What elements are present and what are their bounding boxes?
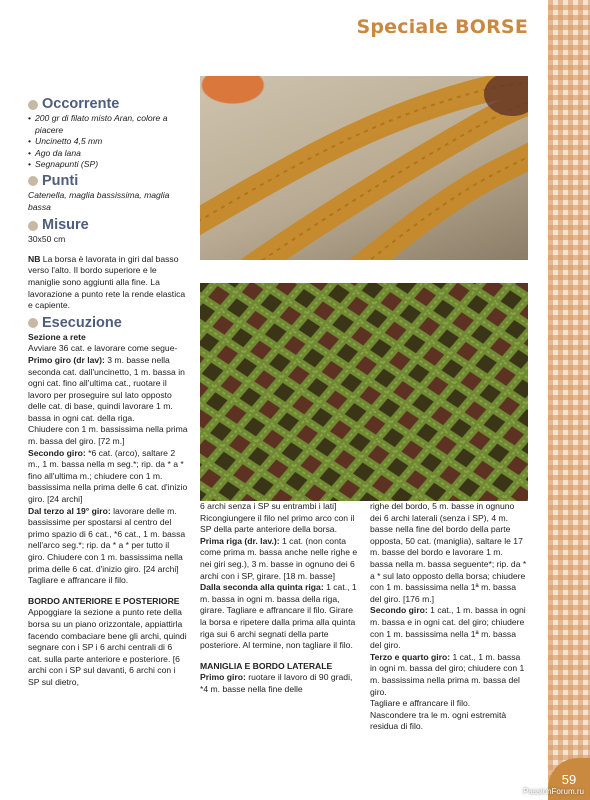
photo-net-stitch xyxy=(200,283,528,501)
section-heading: MANIGLIA E BORDO LATERALE xyxy=(200,660,333,671)
sidebar-info xyxy=(28,96,188,689)
paragraph: Appoggiare la sezione a punto rete della borsa su un piano orizzontale, appiattirla facendo combaciare bene gli archi, quindi segnare con i SP i 6 archi centrali di 6 cat. sulla parte anteriore e posteriore. [6 archi con i SP sul davanti, 6 archi con i SP sul dietro, xyxy=(28,607,187,687)
photo-crochet-chain xyxy=(200,76,528,260)
paragraph: Primo giro: ruotare il lavoro di 90 gradi, *4 m. basse nella fine delle xyxy=(200,672,353,694)
paragraph: Chiudere con 1 m. bassissima nella prima m. bassa del giro. [72 m.] xyxy=(28,424,188,447)
paragraph: Primo giro (dr lav): 3 m. basse nella seconda cat. dall'uncinetto, 1 m. bassa in ogni cat. fino all'ultima cat., ruotare il lavoro per proseguire sul lato opposto delle cat. di base, quindi lavorare 1 m. bassa in ogni cat. della riga. xyxy=(28,354,185,423)
esecuzione-col2 xyxy=(200,501,360,696)
paragraph: Secondo giro: *6 cat. (arco), saltare 2 m., 1 m. bassa nella m seg.*; rip. da * a * fino all'ultima m.; chiudere con 1 m. bassissima nella prima delle 6 cat. d'inizio giro. [24 archi] xyxy=(28,447,188,505)
bullet-dot-icon xyxy=(28,221,38,231)
misure-heading: Misure xyxy=(28,217,188,234)
bullet-dot-icon xyxy=(28,318,38,328)
paragraph: Dalla seconda alla quinta riga: 1 cat., 1 m. bassa in ogni m. bassa della riga, girare. Tagliare e affrancare il filo. Girare la borsa e ripetere dalla prima alla quinta riga sui 6 archi segnati della parte posteriore. Al termine, non tagliare il filo. xyxy=(200,582,357,651)
paragraph: Tagliare e affrancare il filo. xyxy=(370,698,471,709)
list-item: • Ago da lana xyxy=(28,148,188,160)
occorrente-heading: Occorrente xyxy=(28,96,188,113)
paragraph: Secondo giro: 1 cat., 1 m. bassa in ogni m. bassa e in ogni cat. del giro; chiudere con 1 m. bassissima nella 1ª m. bassa del giro. xyxy=(370,605,526,651)
paragraph: Avviare 36 cat. e lavorare come segue- xyxy=(28,343,178,354)
esecuzione-heading: Esecuzione xyxy=(28,315,188,332)
page-title: Speciale BORSE xyxy=(356,16,528,38)
sub-heading: Sezione a rete xyxy=(28,331,86,342)
paragraph: Prima riga (dr. lav.): 1 cat. (non conta come prima m. bassa anche nelle righe e nei giri seg.), 3 m. basse in ognuno dei 6 archi con i SP, girare. [18 m. basse] xyxy=(200,535,358,581)
paragraph: Nascondere tra le m. ogni estremità residua di filo. xyxy=(370,709,507,732)
bullet-dot-icon xyxy=(28,100,38,110)
page-number: 59 xyxy=(548,758,590,800)
section-heading: BORDO ANTERIORE E POSTERIORE xyxy=(28,595,180,606)
materials-list xyxy=(28,113,188,171)
nb-note: NB La borsa è lavorata in giri dal basso verso l'alto. Il bordo superiore e le maniglie sono aggiunti alla fine. La lavorazione a punto rete la rende elastica e capiente. xyxy=(28,253,186,311)
punti-text: Catenella, maglia bassissima, maglia bassa xyxy=(28,189,170,212)
bullet-dot-icon xyxy=(28,176,38,186)
watermark: PassionForum.ru xyxy=(523,787,584,796)
list-item: • Segnapunti (SP) xyxy=(28,159,188,171)
list-item: • Uncinetto 4,5 mm xyxy=(28,136,188,148)
esecuzione-col1 xyxy=(28,332,188,689)
paragraph: 6 archi senza i SP su entrambi i lati] Ricongiungere il filo nel primo arco con il SP della parte anteriore della borsa. xyxy=(200,501,355,535)
paragraph: Terzo e quarto giro: 1 cat., 1 m. bassa in ogni m. bassa del giro; chiudere con 1 m. bassissima nella prima m. bassa del giro. xyxy=(370,651,525,697)
list-item: • 200 gr di filato misto Aran, colore a piacere xyxy=(28,113,188,136)
paragraph: righe del bordo, 5 m. basse in ognuno dei 6 archi laterali (senza i SP), 4 m. basse nella fine del bordo della parte opposta, 50 cat. (maniglia), saltare le 17 m. basse del bordo e lavorare 1 m. bassa nella m. bassa seguente*; rip. da * a * sul lato opposto della borsa; chiudere con 1 m. bassissima nella 1ª m. bassa del giro. [176 m.] xyxy=(370,501,527,604)
gingham-border xyxy=(548,0,590,800)
punti-heading: Punti xyxy=(28,173,188,190)
esecuzione-col3 xyxy=(370,501,528,733)
paragraph: Dal terzo al 19° giro: lavorare delle m. bassissime per spostarsi al centro del primo spazio di 6 cat., *6 cat., 1 m. bassa nell'arco seg.*; rip. da * a * per tutto il giro. Chiudere con 1 m. bassissima nella prima delle 6 cat. d'inizio giro. [24 archi] Tagliare e affrancare il filo. xyxy=(28,505,186,586)
misure-text: 30x50 cm xyxy=(28,234,66,245)
